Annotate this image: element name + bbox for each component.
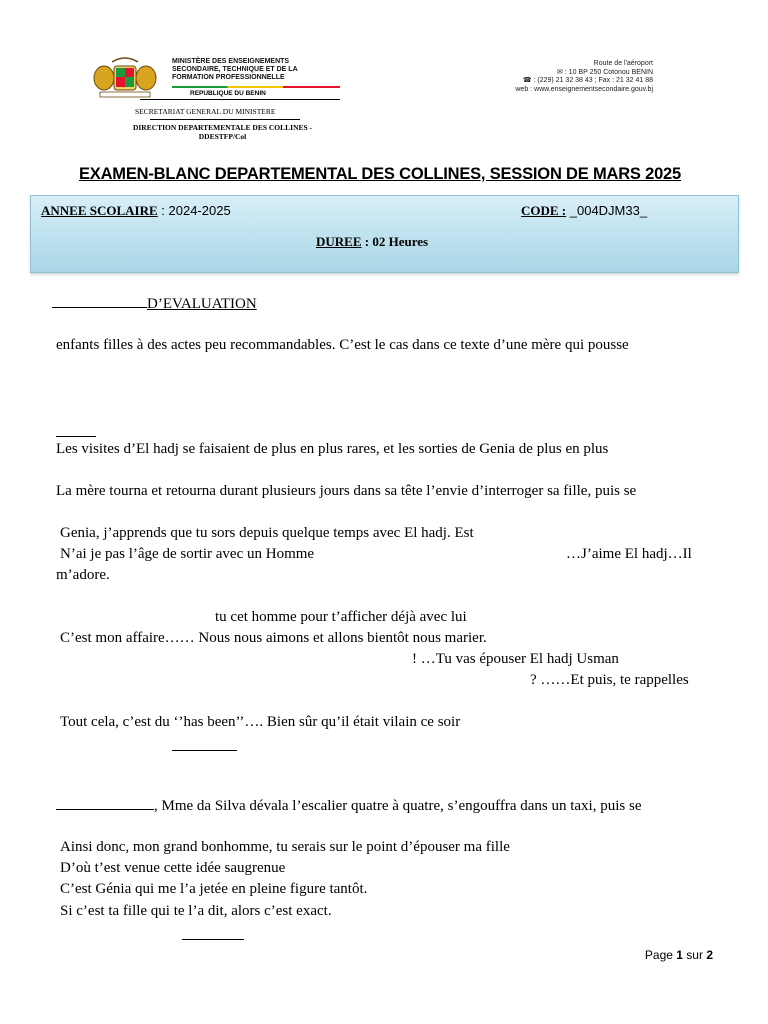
contact-line: web : www.enseignementsecondaire.gouv.bj <box>515 85 653 93</box>
dialogue-line: ? ……Et puis, te rappelles <box>530 672 689 688</box>
dialogue-line: Genia, j’apprends que tu sors depuis quelque temps avec El hadj. Est <box>60 525 474 541</box>
text-line: enfants filles à des actes peu recommandables. C’est le cas dans ce texte d’une mère qui pousse <box>56 337 629 353</box>
dialogue-line: Ainsi donc, mon grand bonhomme, tu serais sur le point d’épouser ma fille <box>60 839 510 855</box>
page-current: 1 <box>676 948 683 962</box>
duration-value: : 02 Heures <box>361 234 429 249</box>
duration <box>316 234 428 250</box>
dialogue-line: C’est Génia qui me l’a jetée en pleine figure tantôt. <box>60 881 368 897</box>
duration-label: DUREE <box>316 234 362 249</box>
ministry-line: MINISTÈRE DES ENSEIGNEMENTS <box>172 58 290 65</box>
contact-line: ✉ : 10 BP 250 Cotonou BENIN <box>556 68 653 76</box>
text-line: Les visites d’El hadj se faisaient de plus en plus rares, et les sorties de Genia de plus en plus <box>56 441 609 457</box>
dialogue-line: Si c’est ta fille qui te l’a dit, alors c’est exact. <box>60 903 332 919</box>
contact-line: Route de l'aéroport <box>593 60 653 67</box>
ministry-line: SECONDAIRE, TECHNIQUE ET DE LA <box>172 66 298 73</box>
page-middle: sur <box>682 948 707 962</box>
secretariat-label: SECRETARIAT GENERAL DU MINISTERE <box>135 107 276 116</box>
ministry-name <box>172 58 342 82</box>
benin-coat-of-arms-icon <box>90 56 160 100</box>
school-year-value: : 2024-2025 <box>157 203 231 218</box>
text-line: La mère tourna et retourna durant plusieurs jours dans sa tête l’envie d’interroger sa fille, puis se <box>56 483 637 499</box>
dialogue-line: ! …Tu vas épouser El hadj Usman <box>412 651 619 667</box>
blank-line <box>52 295 147 308</box>
divider <box>140 99 340 100</box>
school-year <box>41 203 231 219</box>
exam-title: EXAMEN-BLANC DEPARTEMENTAL DES COLLINES, SESSION DE MARS 2025 <box>78 165 682 183</box>
blank-line <box>172 750 237 751</box>
blank-line <box>56 436 96 437</box>
republic-label: REPUBLIQUE DU BENIN <box>190 90 266 97</box>
flag-color-bar <box>172 86 340 88</box>
blank-line <box>56 797 154 810</box>
dialogue-line: N’ai je pas l’âge de sortir avec un Homme <box>60 546 315 562</box>
page-total: 2 <box>706 948 713 962</box>
dialogue-line: …J’aime El hadj…Il <box>566 546 692 562</box>
school-year-label: ANNEE SCOLAIRE <box>41 203 158 218</box>
blank-line <box>182 939 244 940</box>
contact-block <box>515 60 653 94</box>
section-heading <box>52 295 257 313</box>
dialogue-line: D’où t’est venue cette idée saugrenue <box>60 860 286 876</box>
contact-line: ☎ : (229) 21 32 38 43 ; Fax : 21 32 41 88 <box>522 77 653 84</box>
ministry-line: FORMATION PROFESSIONNELLE <box>172 74 285 81</box>
dialogue-line: Tout cela, c’est du ‘’has been’’…. Bien sûr qu’il était vilain ce soir <box>60 714 461 730</box>
exam-code <box>521 203 647 219</box>
dialogue-line: m’adore. <box>56 567 110 583</box>
exam-code-value: _004DJM33_ <box>566 203 648 218</box>
page-number <box>645 948 713 962</box>
text-line <box>56 797 641 815</box>
direction-label: DIRECTION DEPARTEMENTALE DES COLLINES - DDESTFP/Col <box>132 123 313 141</box>
exam-code-label: CODE : <box>521 203 567 218</box>
text-line-content: , Mme da Silva dévala l’escalier quatre à quatre, s’engouffra dans un taxi, puis se <box>154 798 642 814</box>
page-prefix: Page <box>644 948 677 962</box>
dialogue-line: tu cet homme pour t’afficher déjà avec lui <box>215 609 467 625</box>
section-heading-text: D’EVALUATION <box>147 296 257 312</box>
exam-info-box <box>30 195 739 273</box>
dialogue-line: C’est mon affaire…… Nous nous aimons et allons bientôt nous marier. <box>60 630 487 646</box>
divider <box>150 119 300 120</box>
